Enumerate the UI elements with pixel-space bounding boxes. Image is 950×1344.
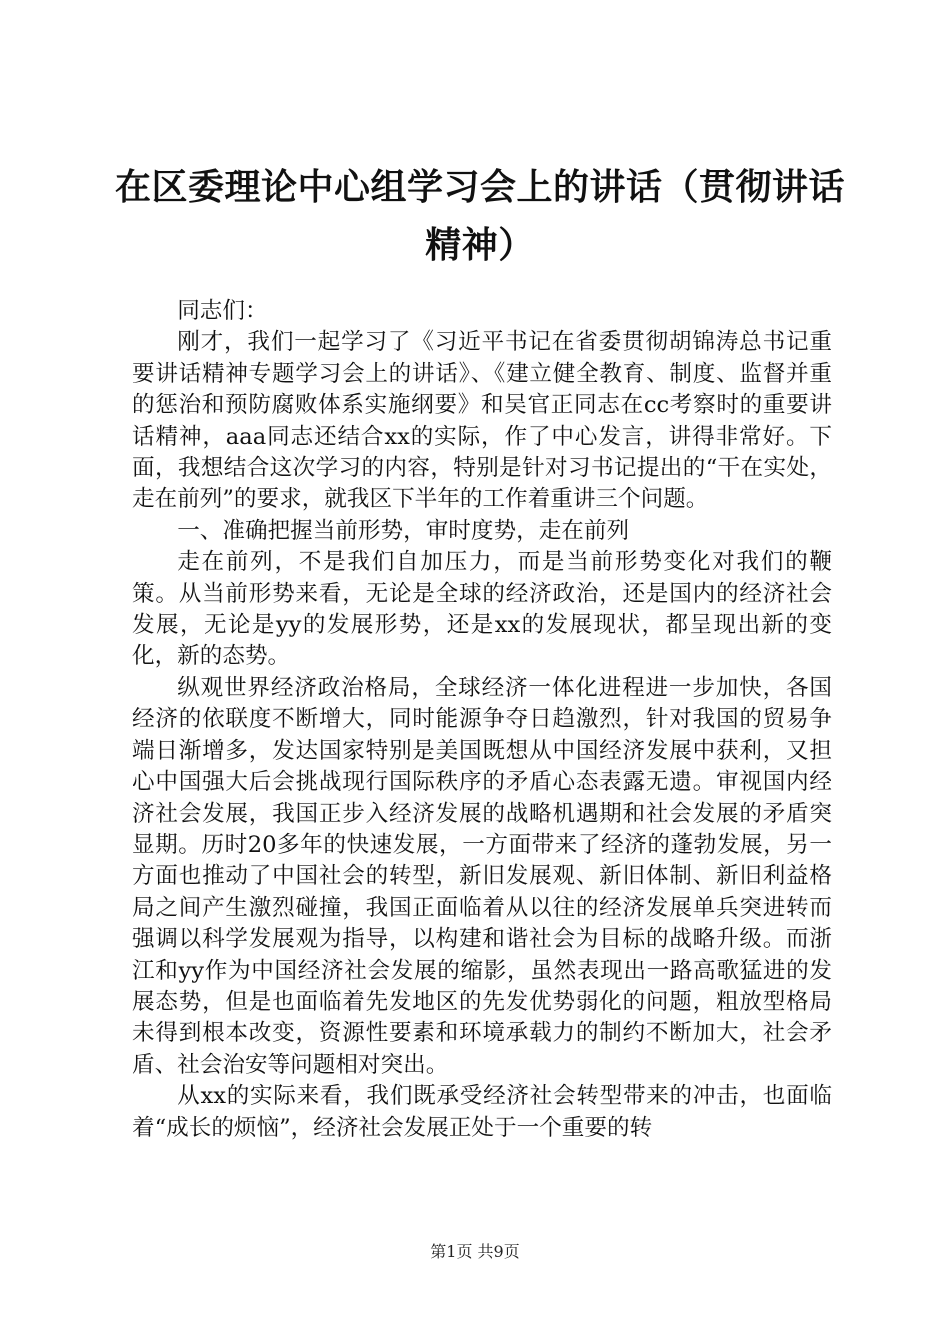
paragraph: 走在前列，不是我们自加压力，而是当前形势变化对我们的鞭策。从当前形势来看，无论是全球的经济政治，还是国内的经济社会发展，无论是yy的发展形势，还是xx的发展现状，都呈现出新的变化，新的态势。 (132, 549, 832, 670)
document-title: 在区委理论中心组学习会上的讲话（贯彻讲话精神） (114, 166, 845, 266)
section-heading-1: 一、准确把握当前形势，审时度势，走在前列 (177, 517, 630, 544)
paragraph-intro: 刚才，我们一起学习了《习近平书记在省委贯彻胡锦涛总书记重要讲话精神专题学习会上的讲话》、《建立健全教育、制度、监督并重的惩治和预防腐败体系实施纲要》和吴官正同志在cc考察时的重要讲话精神，aaa同志还结合xx的实际，作了中心发言，讲得非常好。下面，我想结合这次学习的内容，特别是针对习书记提出的“干在实处，走在前列”的要求，就我区下半年的工作着重讲三个问题。 (132, 329, 832, 513)
salutation: 同志们： (177, 298, 268, 324)
paragraph: 从xx的实际来看，我们既承受经济社会转型带来的冲击，也面临着“成长的烦恼”，经济社会发展正处于一个重要的转 (132, 1083, 832, 1141)
paragraph: 纵观世界经济政治格局，全球经济一体化进程进一步加快，各国经济的依联度不断增大，同时能源争夺日趋激烈，针对我国的贸易争端日渐增多，发达国家特别是美国既想从中国经济发展中获利，又担心中国强大后会挑战现行国际秩序的矛盾心态表露无遗。审视国内经济社会发展，我国正步入经济发展的战略机遇期和社会发展的矛盾突显期。历时20多年的快速发展，一方面带来了经济的蓬勃发展，另一方面也推动了中国社会的转型，新旧发展观、新旧体制、新旧利益格局之间产生激烈碰撞，我国正面临着从以往的经济发展单兵突进转而强调以科学发展观为指导，以构建和谐社会为目标的战略升级。而浙江和yy作为中国经济社会发展的缩影，虽然表现出一路高歌猛进的发展态势，但是也面临着先发地区的先发优势弱化的问题，粗放型格局未得到根本改变，资源性要素和环境承载力的制约不断加大，社会矛盾、社会治安等问题相对突出。 (132, 674, 832, 1078)
page-number-footer: 第1页 共9页 (430, 1242, 520, 1261)
document-body (132, 296, 832, 1144)
